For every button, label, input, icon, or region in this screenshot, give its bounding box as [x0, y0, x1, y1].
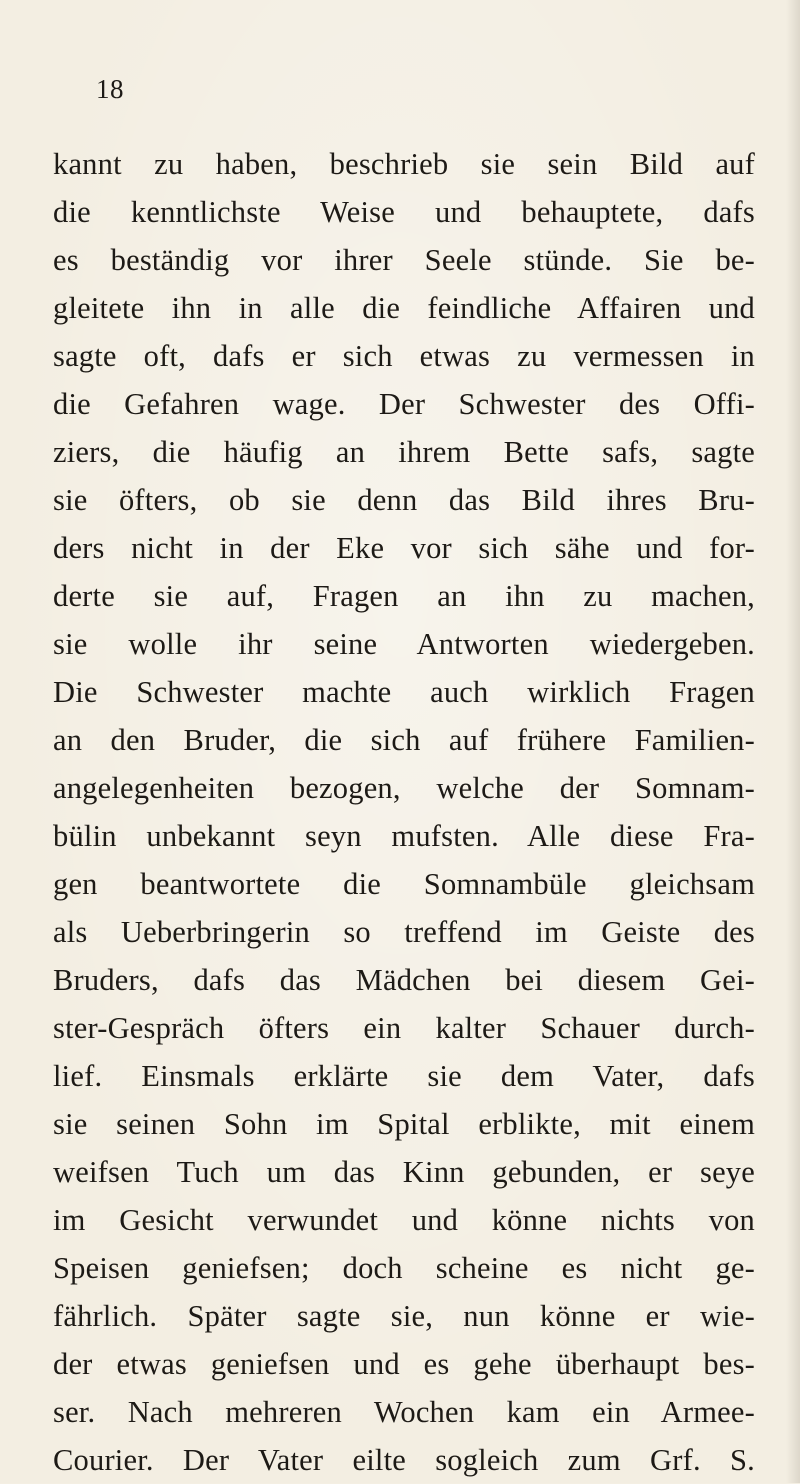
text-line: es beständig vor ihrer Seele stünde. Sie be- — [53, 243, 755, 277]
text-line: ziers, die häufig an ihrem Bette safs, sagte — [53, 435, 755, 469]
text-line: ders nicht in der Eke vor sich sähe und for- — [53, 531, 755, 565]
text-line: lief. Einsmals erklärte sie dem Vater, dafs — [53, 1059, 755, 1093]
text-line: fährlich. Später sagte sie, nun könne er wie- — [53, 1299, 755, 1333]
page-number: 18 — [96, 74, 124, 104]
text-line: Die Schwester machte auch wirklich Fragen — [53, 675, 755, 709]
text-line: gleitete ihn in alle die feindliche Affairen und — [53, 291, 755, 325]
text-line: gen beantwortete die Somnambüle gleichsam — [53, 867, 755, 901]
text-line: an den Bruder, die sich auf frühere Familien- — [53, 723, 755, 757]
text-line: sie öfters, ob sie denn das Bild ihres Bru- — [53, 483, 755, 517]
text-line: ser. Nach mehreren Wochen kam ein Armee- — [53, 1395, 755, 1429]
text-line: als Ueberbringerin so treffend im Geiste des — [53, 915, 755, 949]
text-line: Speisen geniefsen; doch scheine es nicht ge- — [53, 1251, 755, 1285]
text-line: Bruders, dafs das Mädchen bei diesem Gei- — [53, 963, 755, 997]
text-line: sie wolle ihr seine Antworten wiedergeben. — [53, 627, 755, 661]
text-line: angelegenheiten bezogen, welche der Somnam- — [53, 771, 755, 805]
text-line: weifsen Tuch um das Kinn gebunden, er seye — [53, 1155, 755, 1189]
text-line: kannt zu haben, beschrieb sie sein Bild auf — [53, 147, 755, 181]
text-line: sagte oft, dafs er sich etwas zu vermessen in — [53, 339, 755, 373]
text-line: die kenntlichste Weise und behauptete, dafs — [53, 195, 755, 229]
text-line: im Gesicht verwundet und könne nichts von — [53, 1203, 755, 1237]
page-edge-shadow — [786, 0, 800, 1483]
text-line: die Gefahren wage. Der Schwester des Offi- — [53, 387, 755, 421]
text-line: derte sie auf, Fragen an ihn zu machen, — [53, 579, 755, 613]
body-text — [53, 140, 755, 1484]
text-line: der etwas geniefsen und es gehe überhaupt bes- — [53, 1347, 755, 1381]
text-line: bülin unbekannt seyn mufsten. Alle diese Fra- — [53, 819, 755, 853]
text-line: ster-Gespräch öfters ein kalter Schauer durch- — [53, 1011, 755, 1045]
text-line: sie seinen Sohn im Spital erblikte, mit einem — [53, 1107, 755, 1141]
text-line: Courier. Der Vater eilte sogleich zum Grf. S. — [53, 1443, 755, 1477]
